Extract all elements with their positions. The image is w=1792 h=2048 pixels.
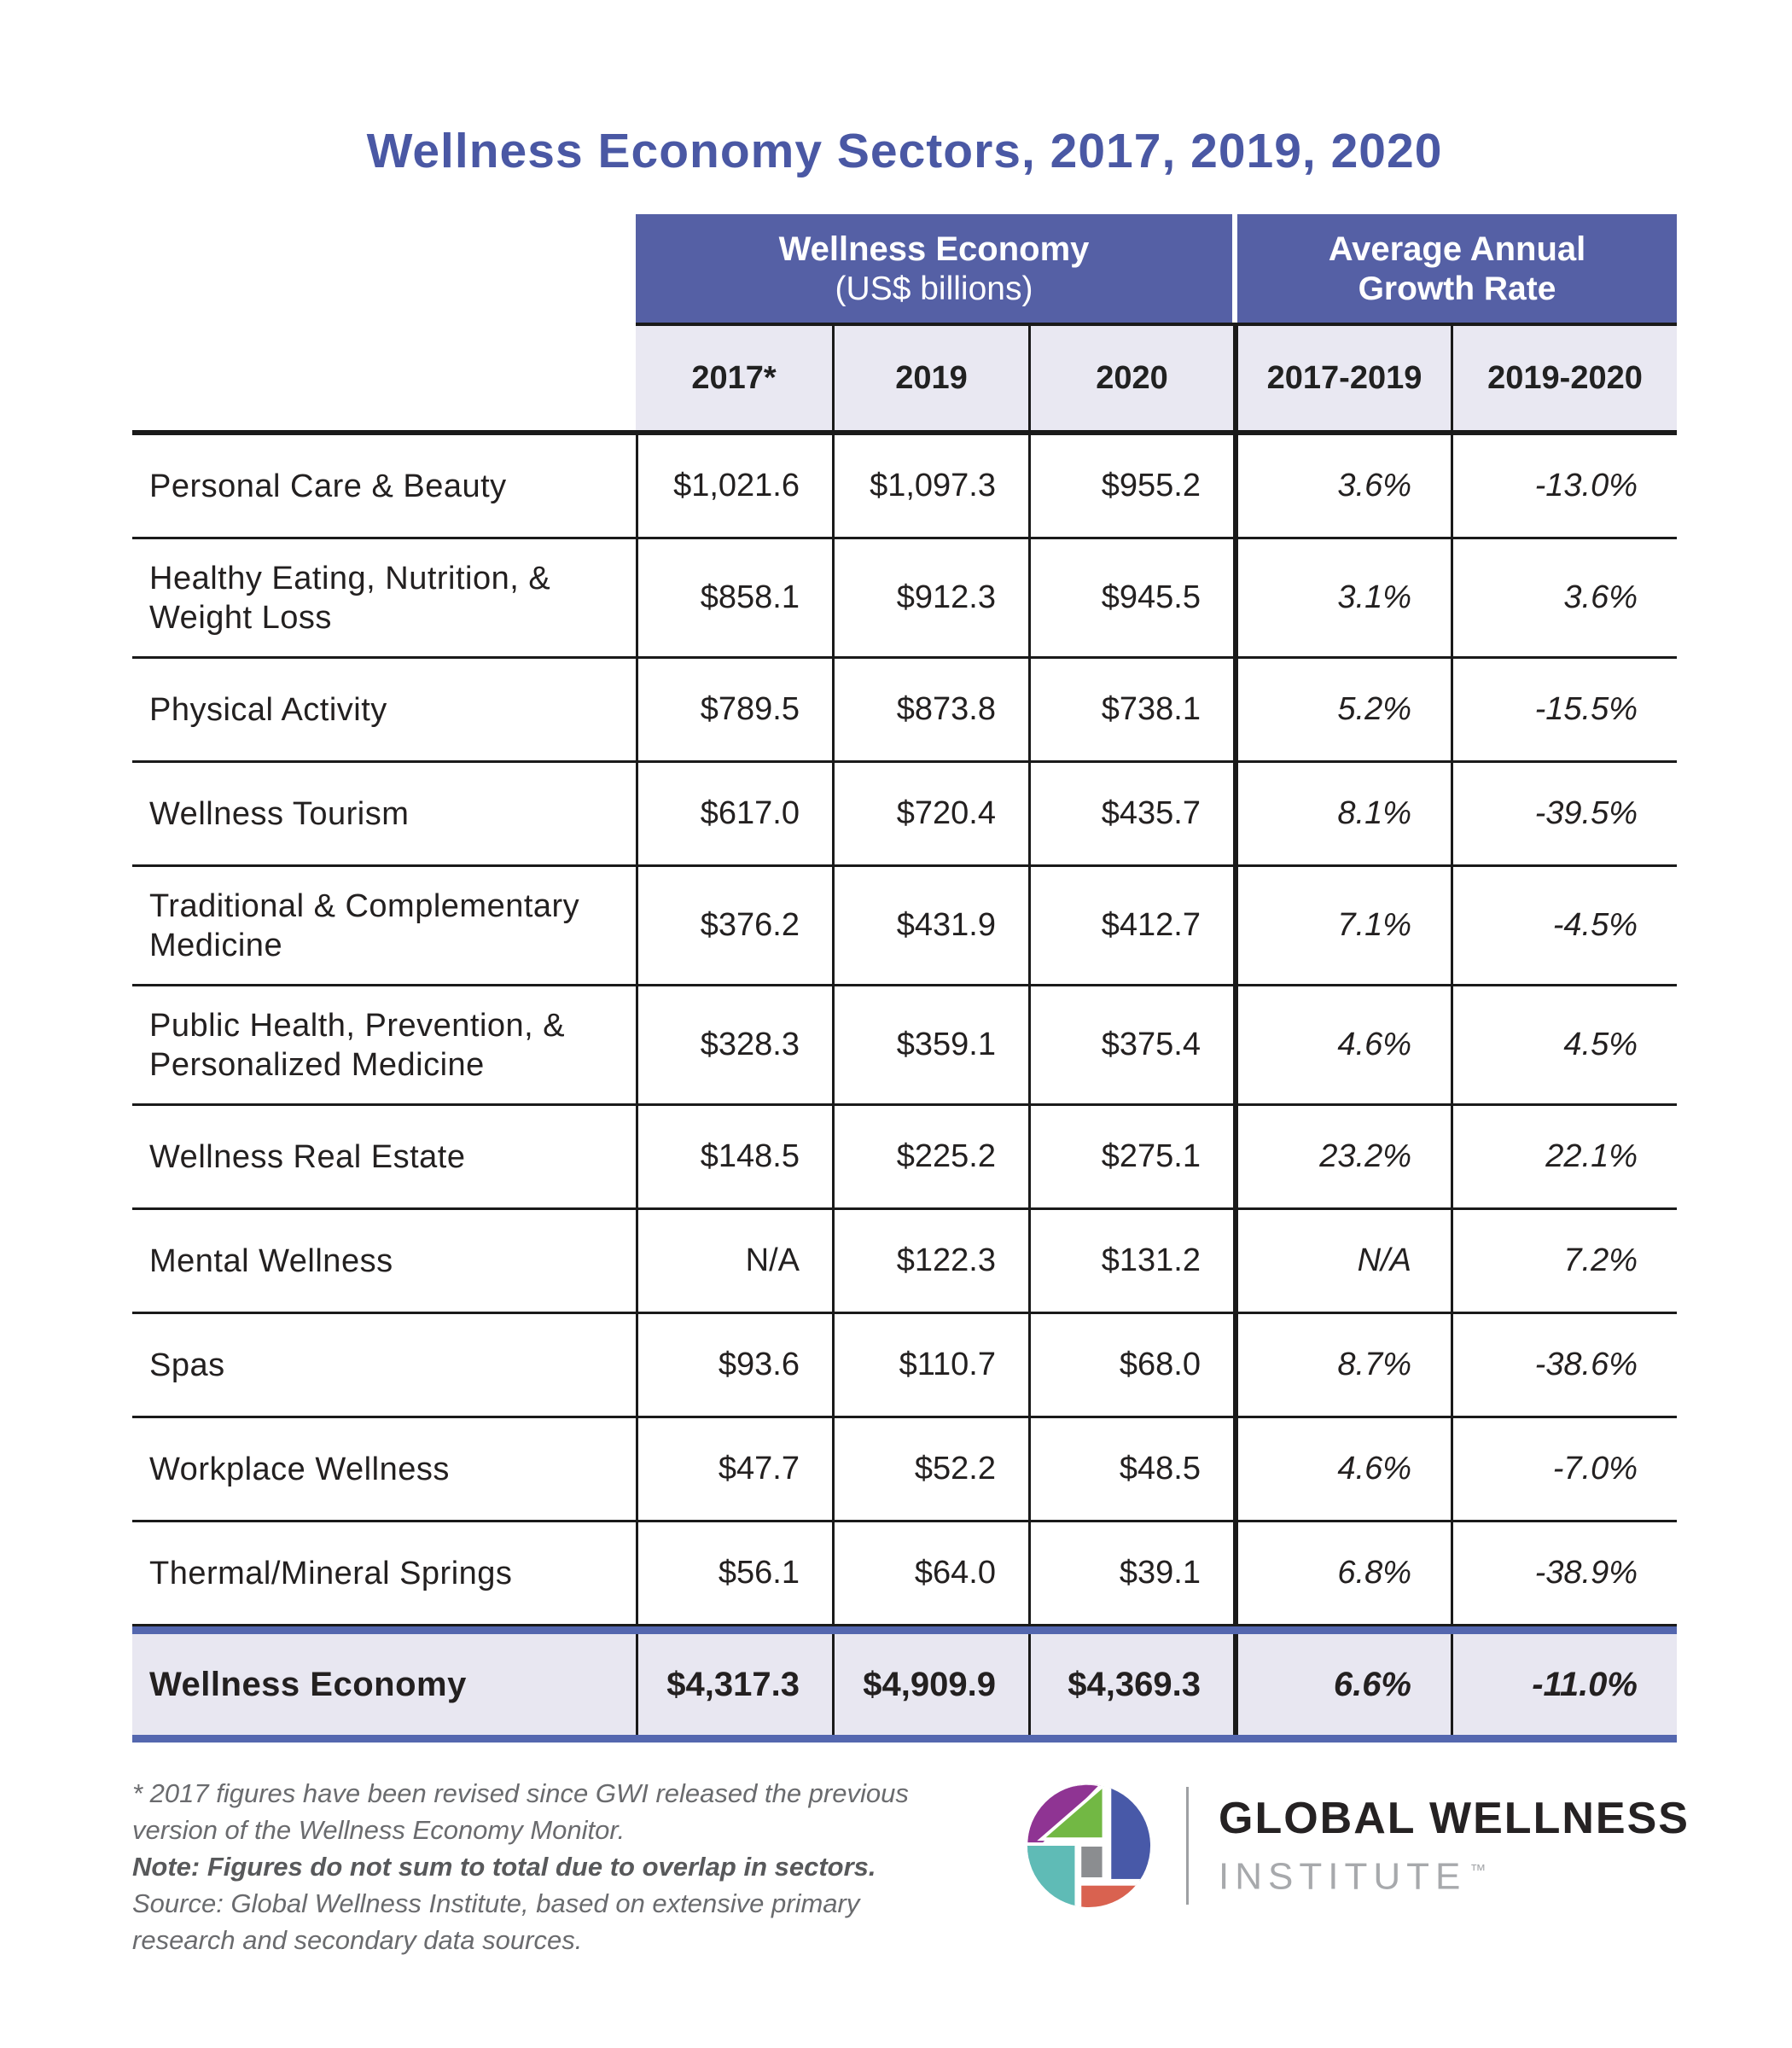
total-row-label: Wellness Economy <box>149 1666 467 1703</box>
footnote-line: Source: Global Wellness Institute, based on extensive primary <box>132 1888 860 1918</box>
group-header-row <box>132 214 1677 323</box>
value-2020: $955.2 <box>1028 435 1233 537</box>
page-title: Wellness Economy Sectors, 2017, 2019, 2020 <box>366 124 1443 178</box>
table-row <box>132 1418 1677 1522</box>
value-2020: $945.5 <box>1028 539 1233 656</box>
row-label: Physical Activity <box>149 691 387 728</box>
group-header-spacer <box>132 214 636 323</box>
value-2019: $1,097.3 <box>832 435 1028 537</box>
group-header-wellness-economy <box>636 214 1232 323</box>
growth-2017-2019: 8.1% <box>1233 763 1451 864</box>
value-2019: $122.3 <box>832 1210 1028 1312</box>
column-header-row <box>132 326 1677 435</box>
logo-institute-label: INSTITUTE <box>1219 1855 1467 1898</box>
growth-2017-2019: 4.6% <box>1233 1418 1451 1520</box>
row-label: Wellness Real Estate <box>149 1138 466 1175</box>
row-label: Public Health, Prevention, & Personalized Medicine <box>149 1007 566 1083</box>
value-2020: $375.4 <box>1028 986 1233 1103</box>
value-2017: $1,021.6 <box>636 435 832 537</box>
table-row <box>132 1210 1677 1314</box>
row-label: Workplace Wellness <box>149 1451 450 1487</box>
growth-2017-2019: 23.2% <box>1233 1106 1451 1207</box>
value-2017: $47.7 <box>636 1418 832 1520</box>
row-label: Traditional & Complementary Medicine <box>149 887 580 963</box>
table-row <box>132 986 1677 1106</box>
footnote-line: version of the Wellness Economy Monitor. <box>132 1815 625 1845</box>
growth-2017-2019: 3.1% <box>1233 539 1451 656</box>
trademark-symbol: ™ <box>1469 1862 1487 1880</box>
value-2017: $858.1 <box>636 539 832 656</box>
growth-2019-2020: 7.2% <box>1451 1210 1677 1312</box>
total-growth-2019-2020: -11.0% <box>1451 1634 1677 1735</box>
column-header-spacer <box>132 326 636 430</box>
table-row <box>132 1522 1677 1626</box>
value-2020: $412.7 <box>1028 867 1233 984</box>
group-header-line2: Growth Rate <box>1358 270 1556 307</box>
value-2017: N/A <box>636 1210 832 1312</box>
table-body <box>132 435 1677 1743</box>
group-header-line1: Wellness Economy <box>778 230 1090 268</box>
growth-2019-2020: -4.5% <box>1451 867 1677 984</box>
value-2019: $225.2 <box>832 1106 1028 1207</box>
growth-2017-2019: 4.6% <box>1233 986 1451 1103</box>
footnote-line: research and secondary data sources. <box>132 1925 583 1955</box>
row-label: Mental Wellness <box>149 1242 393 1279</box>
growth-2019-2020: -7.0% <box>1451 1418 1677 1520</box>
growth-2019-2020: 3.6% <box>1451 539 1677 656</box>
value-2020: $68.0 <box>1028 1314 1233 1416</box>
value-2017: $328.3 <box>636 986 832 1103</box>
group-header-line1: Average Annual <box>1328 230 1586 268</box>
gwi-logo-icon <box>1027 1783 1151 1908</box>
value-2020: $275.1 <box>1028 1106 1233 1207</box>
growth-2019-2020: 22.1% <box>1451 1106 1677 1207</box>
value-2019: $912.3 <box>832 539 1028 656</box>
growth-2019-2020: -15.5% <box>1451 659 1677 760</box>
growth-2019-2020: 4.5% <box>1451 986 1677 1103</box>
value-2017: $789.5 <box>636 659 832 760</box>
total-row <box>132 1634 1677 1735</box>
table-row <box>132 659 1677 763</box>
value-2017: $148.5 <box>636 1106 832 1207</box>
total-value-2020: $4,369.3 <box>1028 1634 1233 1735</box>
logo-name-line1: GLOBAL WELLNESS <box>1219 1794 1690 1843</box>
row-label: Wellness Tourism <box>149 795 410 832</box>
footnotes <box>132 1775 986 1958</box>
total-value-2017: $4,317.3 <box>636 1634 832 1735</box>
growth-2017-2019: 5.2% <box>1233 659 1451 760</box>
value-2019: $110.7 <box>832 1314 1028 1416</box>
row-label: Personal Care & Beauty <box>149 468 507 504</box>
value-2019: $720.4 <box>832 763 1028 864</box>
footnote-line: Note: Figures do not sum to total due to overlap in sectors. <box>132 1852 876 1882</box>
growth-2019-2020: -38.9% <box>1451 1522 1677 1624</box>
total-growth-2017-2019: 6.6% <box>1233 1634 1451 1735</box>
footnote-line: * 2017 figures have been revised since GWI released the previous <box>132 1778 909 1808</box>
table-row <box>132 1106 1677 1210</box>
total-row-wrap <box>132 1626 1677 1743</box>
growth-2019-2020: -39.5% <box>1451 763 1677 864</box>
table-row <box>132 867 1677 986</box>
column-header-2019: 2019 <box>832 326 1028 430</box>
value-2017: $376.2 <box>636 867 832 984</box>
value-2019: $52.2 <box>832 1418 1028 1520</box>
table-row <box>132 763 1677 867</box>
value-2020: $39.1 <box>1028 1522 1233 1624</box>
row-label: Spas <box>149 1347 225 1383</box>
growth-2017-2019: N/A <box>1233 1210 1451 1312</box>
value-2017: $93.6 <box>636 1314 832 1416</box>
value-2019: $359.1 <box>832 986 1028 1103</box>
logo-divider <box>1186 1787 1189 1905</box>
growth-2017-2019: 7.1% <box>1233 867 1451 984</box>
value-2017: $617.0 <box>636 763 832 864</box>
growth-2019-2020: -38.6% <box>1451 1314 1677 1416</box>
column-header-2017: 2017* <box>636 326 832 430</box>
table-header <box>132 214 1677 435</box>
column-header-20192020: 2019-2020 <box>1451 326 1677 430</box>
table-row <box>132 1314 1677 1418</box>
value-2020: $131.2 <box>1028 1210 1233 1312</box>
table-row <box>132 435 1677 539</box>
value-2017: $56.1 <box>636 1522 832 1624</box>
group-header-growth-rate <box>1237 214 1677 323</box>
value-2019: $873.8 <box>832 659 1028 760</box>
table-row <box>132 539 1677 659</box>
logo-name-line2 <box>1219 1850 1690 1899</box>
group-header-line2: (US$ billions) <box>835 270 1033 307</box>
total-value-2019: $4,909.9 <box>832 1634 1028 1735</box>
growth-2017-2019: 8.7% <box>1233 1314 1451 1416</box>
row-label: Healthy Eating, Nutrition, & Weight Loss <box>149 560 551 636</box>
value-2020: $738.1 <box>1028 659 1233 760</box>
value-2020: $435.7 <box>1028 763 1233 864</box>
value-2019: $64.0 <box>832 1522 1028 1624</box>
column-header-2020: 2020 <box>1028 326 1233 430</box>
row-label: Thermal/Mineral Springs <box>149 1555 513 1591</box>
growth-2017-2019: 3.6% <box>1233 435 1451 537</box>
growth-2017-2019: 6.8% <box>1233 1522 1451 1624</box>
growth-2019-2020: -13.0% <box>1451 435 1677 537</box>
value-2019: $431.9 <box>832 867 1028 984</box>
logo-text <box>1219 1794 1690 1899</box>
value-2020: $48.5 <box>1028 1418 1233 1520</box>
logo <box>1027 1780 1690 1993</box>
column-header-20172019: 2017-2019 <box>1233 326 1451 430</box>
